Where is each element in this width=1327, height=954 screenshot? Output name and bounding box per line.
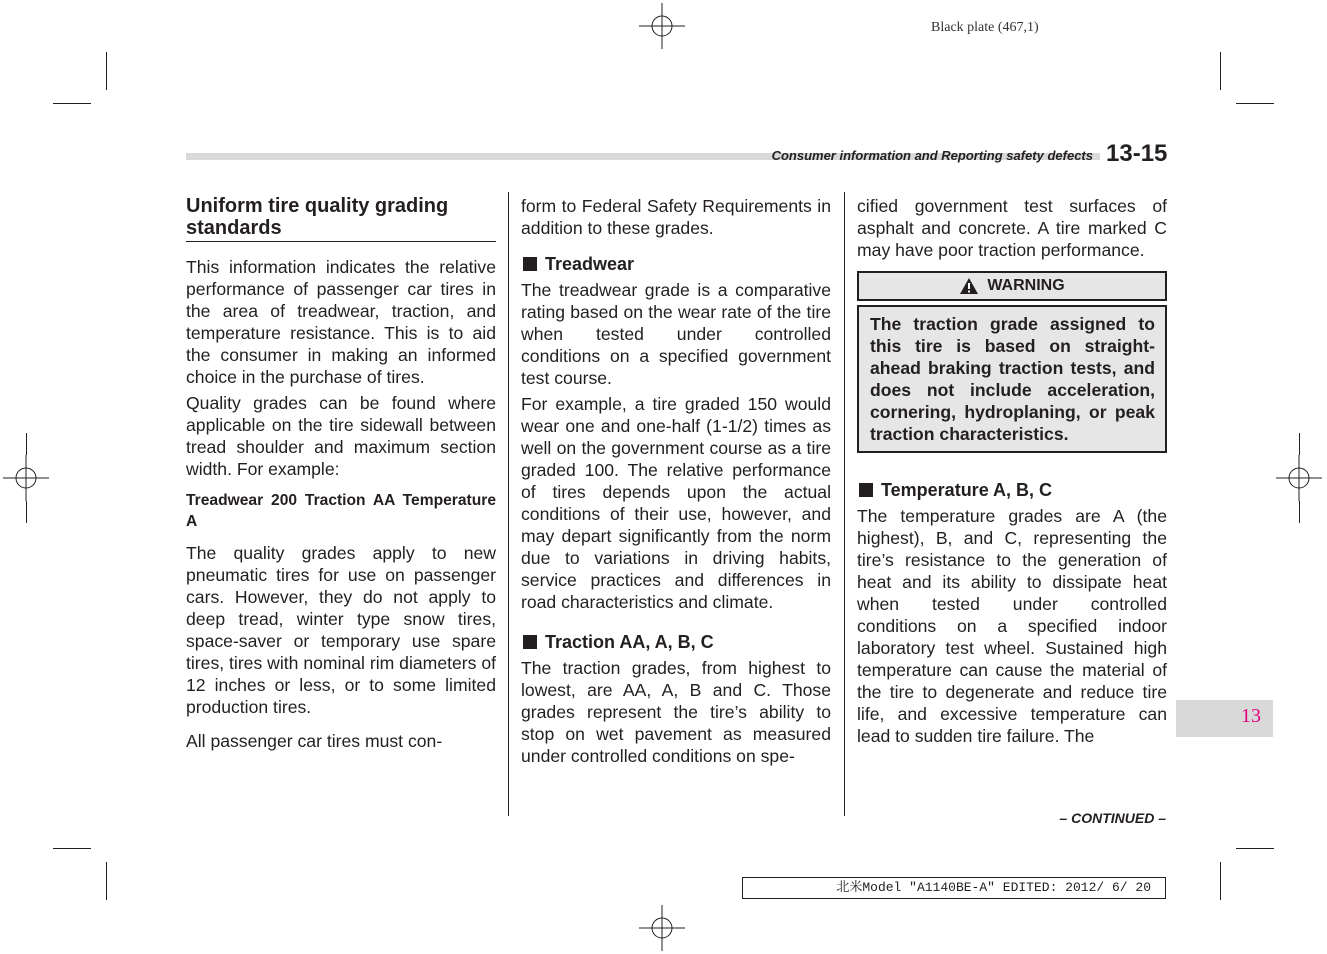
traction-heading	[521, 631, 831, 653]
paragraph: The traction grades, from highest to lowest, are AA, A, B and C. Those grades represent the tire’s ability to stop on wet pavement as measured under controlled conditions on spe-	[521, 658, 831, 766]
heading-text: Temperature A, B, C	[881, 480, 1053, 500]
heading-text: Traction AA, A, B, C	[545, 632, 714, 652]
square-bullet-icon	[859, 483, 873, 497]
crop-mark	[53, 848, 91, 849]
crop-mark	[1236, 848, 1274, 849]
crop-mark	[106, 52, 107, 90]
header-title: Consumer information and Reporting safety defects	[771, 148, 1093, 163]
registration-mark-bottom	[639, 905, 685, 951]
temperature-heading	[857, 479, 1167, 501]
crop-mark	[1299, 501, 1300, 523]
paragraph: The quality grades apply to new pneumatic tires for use on passenger cars. However, they do not apply to deep tread, winter type snow tires, space-saver or temporary use spare tires, tires with nominal rim diameters of 12 inches or less, or to some limited production tires.	[186, 543, 496, 717]
paragraph: The temperature grades are A (the highest), B, and C, representing the tire’s resistance to the generation of heat and its ability to dissipate heat when tested under controlled conditions on a specified indoor laboratory test wheel. Sustained high temperature can cause the material of the tire to degenerate and reduce tire life, and excessive temperature can lead to sudden tire failure. The	[857, 506, 1167, 746]
column-divider	[508, 192, 509, 816]
crop-mark	[1220, 52, 1221, 90]
page-number: 13-15	[1106, 140, 1168, 167]
heading-text: Treadwear	[545, 254, 635, 274]
registration-mark-top	[639, 3, 685, 49]
chapter-tab-label: 13	[1241, 705, 1261, 727]
continued-label: – CONTINUED –	[1059, 810, 1166, 826]
square-bullet-icon	[523, 635, 537, 649]
paragraph: Quality grades can be found where applicable on the tire sidewall between tread shoulder and maximum section width. For example:	[186, 393, 496, 479]
crop-mark	[106, 862, 107, 900]
square-bullet-icon	[523, 257, 537, 271]
tire-grade-example: Treadwear 200 Traction AA Temperature A	[186, 492, 496, 530]
crop-mark	[26, 501, 27, 523]
column-1	[186, 195, 496, 752]
paragraph: This information indicates the relative performance of passenger car tires in the area of treadwear, traction, and temperature resistance. This is to aid the consumer in making an informed choice in the purchase of tires.	[186, 257, 496, 387]
paragraph: form to Federal Safety Requirements in addition to these grades.	[521, 196, 831, 238]
paragraph: The treadwear grade is a comparative rating based on the wear rate of the tire when tested under controlled conditions on a specified government test course.	[521, 280, 831, 388]
crop-mark	[53, 103, 91, 104]
crop-mark	[1220, 862, 1221, 900]
treadwear-heading	[521, 253, 831, 275]
footer-edit-info	[742, 877, 1166, 899]
crop-mark	[1236, 103, 1274, 104]
warning-header	[857, 271, 1167, 301]
crop-mark	[26, 433, 27, 455]
column-divider	[844, 192, 845, 816]
column-2	[521, 195, 831, 767]
column-3	[857, 195, 1167, 747]
chapter-tab-number	[1176, 705, 1273, 728]
section-title: Uniform tire quality grading standards	[186, 195, 496, 242]
warning-label: WARNING	[987, 277, 1065, 294]
warning-text: The traction grade assigned to this tire is based on straight-ahead braking traction tests, and does not include acceleration, cornering, hydroplaning, or peak traction characteristics.	[857, 305, 1167, 453]
paragraph: For example, a tire graded 150 would wear one and one-half (1-1/2) times as well on the government course as a tire graded 100. The relative performance of tires depends upon the actual conditions of their use, however, and may depart significantly from the norm due to variations in driving habits, service practices and differences in road characteristics and climate.	[521, 394, 831, 612]
crop-mark	[1299, 433, 1300, 455]
paragraph: cified government test surfaces of asphalt and concrete. A tire marked C may have poor traction performance.	[857, 196, 1167, 260]
warning-triangle-icon	[959, 277, 979, 295]
registration-mark-right	[1276, 455, 1322, 501]
registration-mark-left	[3, 455, 49, 501]
paragraph: All passenger car tires must con-	[186, 731, 443, 751]
plate-label: Black plate (467,1)	[931, 20, 1039, 35]
footer-text: 北米Model "A1140BE-A" EDITED: 2012/ 6/ 20	[836, 880, 1151, 895]
